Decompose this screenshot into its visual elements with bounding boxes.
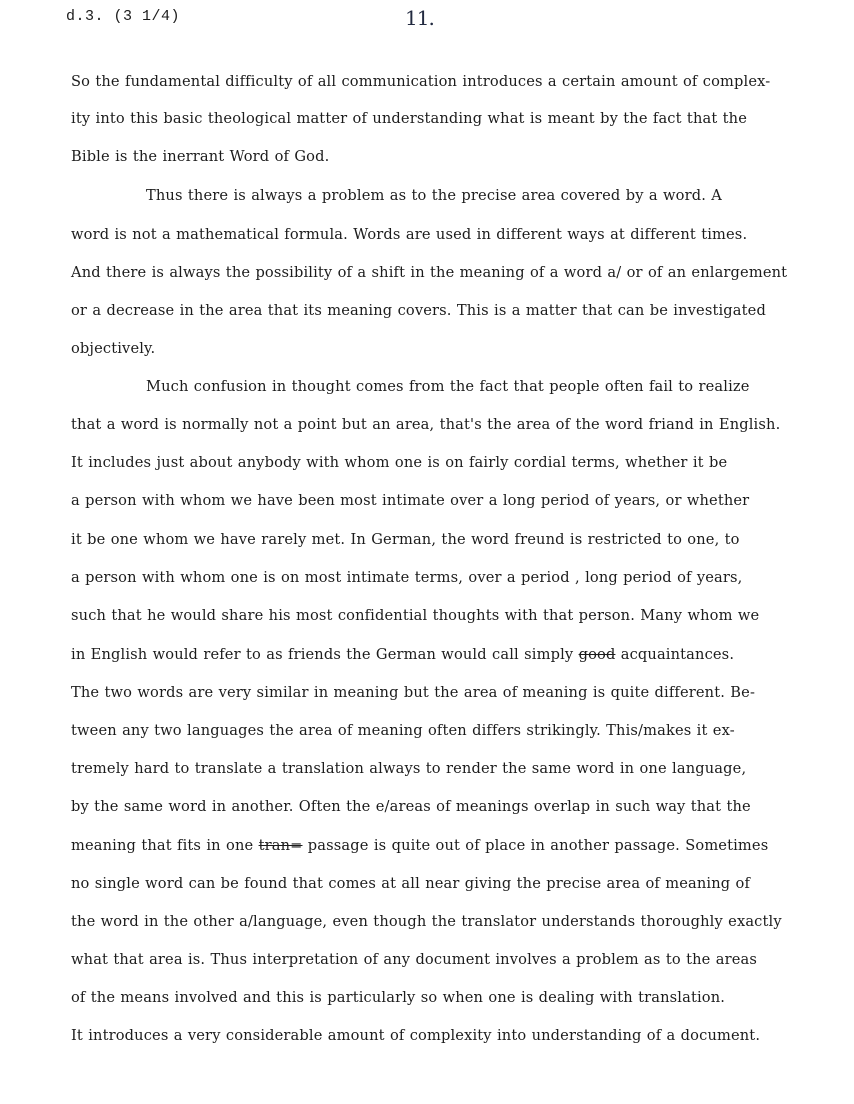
text-line: And there is always the possibility of a shift in the meaning of a word a/ or of an enlargement [71,264,788,281]
text-line: Much confusion in thought comes from the fact that people often fail to realize [146,378,750,395]
text-line: no single word can be found that comes at all near giving the precise area of meaning of [71,875,751,892]
text-line: Thus there is always a problem as to the precise area covered by a word. A [146,187,722,204]
handwritten-page-number: 11. [405,6,434,30]
text-line: word is not a mathematical formula. Words are used in different ways at different times. [71,226,748,243]
section-number: d.3. [66,8,105,25]
text-line: objectively. [71,340,156,357]
text-line: the word in the other a/language, even though the translator understands thoroughly exactly [71,913,782,930]
section-fraction: (3 1/4) [113,8,181,25]
text-line: that a word is normally not a point but an area, that's the area of the word friand in English. [71,416,781,433]
text-line: tween any two languages the area of meaning often differs strikingly. This/makes it ex- [71,722,735,739]
text-line: tremely hard to translate a translation always to render the same word in one language, [71,760,747,777]
text-line: a person with whom we have been most intimate over a long period of years, or whether [71,492,750,509]
section-label [66,8,180,25]
text-line: or a decrease in the area that its meaning covers. This is a matter that can be investigated [71,302,766,319]
text-line: in English would refer to as friends the German would call simply good acquaintances. [71,646,735,663]
text-line: It introduces a very considerable amount of complexity into understanding of a document. [71,1027,761,1044]
text-line: a person with whom one is on most intimate terms, over a period , long period of years, [71,569,743,586]
text-line: of the means involved and this is particularly so when one is dealing with translation. [71,989,726,1006]
text-line: what that area is. Thus interpretation of any document involves a problem as to the areas [71,951,757,968]
text-line: it be one whom we have rarely met. In German, the word freund is restricted to one, to [71,531,740,548]
text-line: ity into this basic theological matter of understanding what is meant by the fact that the [71,110,747,127]
text-line: It includes just about anybody with whom one is on fairly cordial terms, whether it be [71,454,728,471]
text-line: The two words are very similar in meaning but the area of meaning is quite different. Be- [71,684,756,701]
text-line: by the same word in another. Often the e/areas of meanings overlap in such way that the [71,798,751,815]
text-line: So the fundamental difficulty of all communication introduces a certain amount of complex- [71,73,771,90]
text-line: meaning that fits in one tran= passage is quite out of place in another passage. Sometimes [71,837,769,854]
text-line: Bible is the inerrant Word of God. [71,148,330,165]
struck-out-word: tran= [258,837,303,854]
text-line: such that he would share his most confidential thoughts with that person. Many whom we [71,607,760,624]
struck-out-word: good [578,646,616,663]
